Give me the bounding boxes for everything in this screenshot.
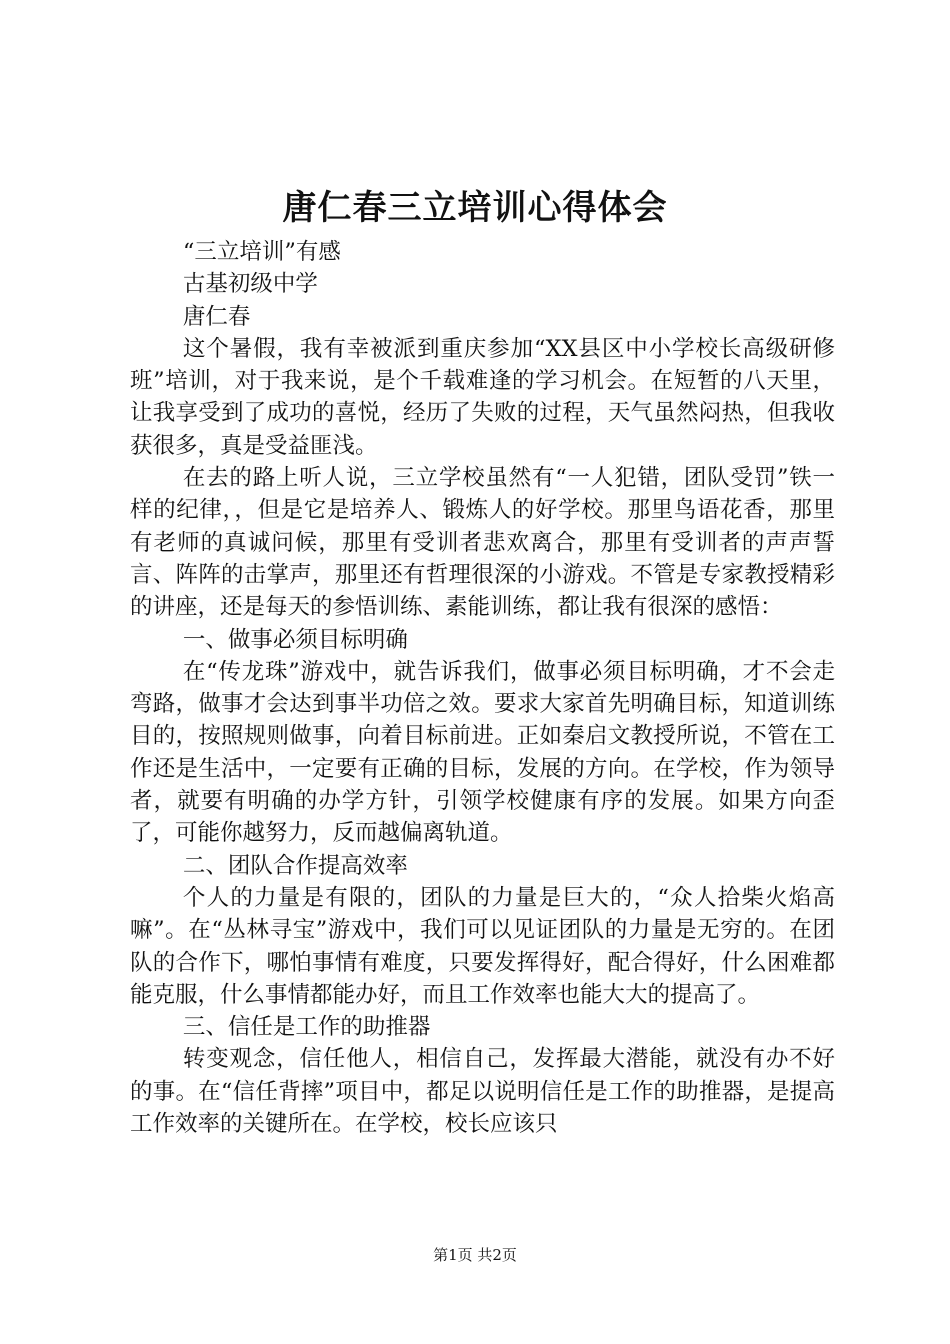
paragraph-intro: 这个暑假，我有幸被派到重庆参加“XX县区中小学校长高级研修班”培训，对于我来说，是个千载难逢的学习机会。在短暂的八天里，让我享受到了成功的喜悦，经历了失败的过程，天气虽然闷热，但我收获很多，真是受益匪浅。 [130,335,835,459]
document-body [130,236,835,1140]
author-name: 唐仁春 [182,303,251,330]
paragraph-section-1: 在“传龙珠”游戏中，就告诉我们，做事必须目标明确，才不会走弯路，做事才会达到事半功倍之效。要求大家首先明确目标，知道训练目的，按照规则做事，向着目标前进。正如秦启文教授所说，不管在工作还是生活中，一定要有正确的目标，发展的方向。在学校，作为领导者，就要有明确的办学方针，引领学校健康有序的发展。如果方向歪了，可能你越努力，反而越偏离轨道。 [130,658,835,847]
page-footer: 第1页 共2页 [433,1246,517,1264]
section-heading-3: 三、信任是工作的助推器 [182,1014,431,1041]
paragraph-section-3: 转变观念，信任他人，相信自己，发挥最大潜能，就没有办不好的事。在“信任背摔”项目中，都足以说明信任是工作的助推器，是提高工作效率的关键所在。在学校，校长应该只 [130,1046,835,1138]
school-name: 古基初级中学 [182,271,318,298]
document-title: 唐仁春三立培训心得体会 [282,188,668,228]
paragraph-section-2: 个人的力量是有限的，团队的力量是巨大的，“众人拾柴火焰高嘛”。在“丛林寻宝”游戏中，我们可以见证团队的力量是无穷的。在团队的合作下，哪怕事情有难度，只要发挥得好，配合得好，什么困难都能克服，什么事情都能办好，而且工作效率也能大大的提高了。 [130,884,835,1008]
section-heading-2: 二、团队合作提高效率 [182,852,408,879]
paragraph-background: 在去的路上听人说，三立学校虽然有“一人犯错，团队受罚”铁一样的纪律，，但是它是培养人、锻炼人的好学校。那里鸟语花香，那里有老师的真诚问候，那里有受训者悲欢离合，那里有受训者的声声誓言、阵阵的击掌声，那里还有哲理很深的小游戏。不管是专家教授精彩的讲座，还是每天的参悟训练、素能训练，都让我有很深的感悟： [130,465,835,621]
subtitle: “三立培训”有感 [182,239,341,265]
section-heading-1: 一、做事必须目标明确 [182,626,408,653]
